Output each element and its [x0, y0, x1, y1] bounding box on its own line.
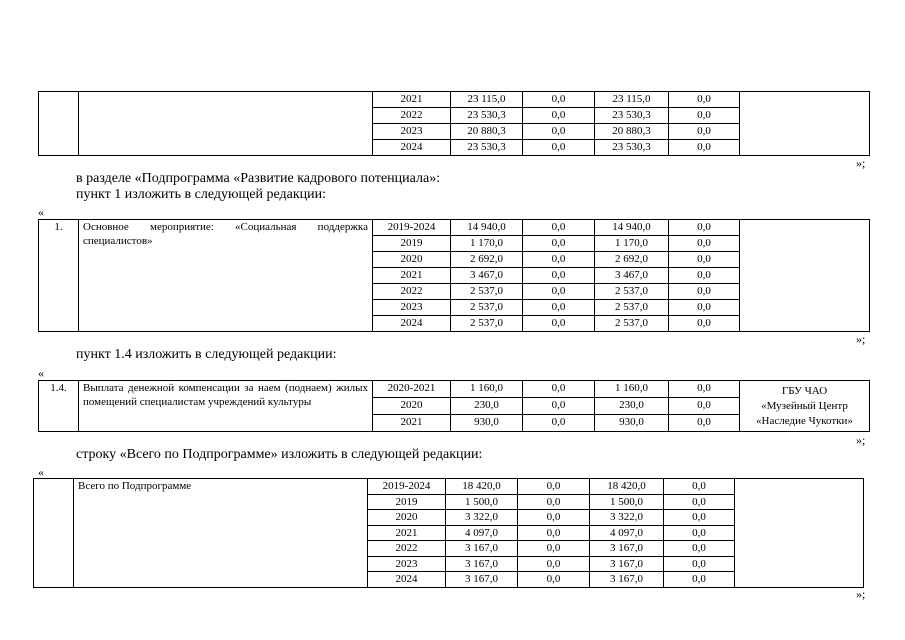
value-cell: 0,0: [669, 381, 740, 398]
value-cell: 0,0: [523, 124, 595, 140]
value-cell: 0,0: [523, 108, 595, 124]
value-cell: 0,0: [669, 220, 740, 236]
value-cell: 3 467,0: [595, 268, 669, 284]
value-cell: 2 537,0: [451, 316, 523, 332]
value-cell: 4 097,0: [590, 525, 664, 541]
value-cell: 14 940,0: [451, 220, 523, 236]
value-cell: 1 160,0: [595, 381, 669, 398]
period-cell: 2019: [373, 236, 451, 252]
value-cell: 3 167,0: [590, 556, 664, 572]
executor-cell: [740, 220, 870, 332]
period-cell: 2021: [368, 525, 446, 541]
item-number-cell: 1.4.: [39, 381, 79, 432]
paragraph-section-heading: в разделе «Подпрограмма «Развитие кадрового потенциала»:: [76, 171, 441, 186]
value-cell: 23 530,3: [595, 140, 669, 156]
value-cell: 0,0: [523, 252, 595, 268]
executor-cell: [735, 479, 864, 588]
paragraph-total-row: строку «Всего по Подпрограмме» изложить в следующей редакции:: [76, 447, 483, 462]
value-cell: 3 322,0: [590, 510, 664, 526]
value-cell: 0,0: [518, 510, 590, 526]
value-cell: 0,0: [664, 556, 735, 572]
paragraph-item-1-4: пункт 1.4 изложить в следующей редакции:: [76, 347, 337, 362]
period-cell: 2019: [368, 494, 446, 510]
value-cell: 0,0: [669, 236, 740, 252]
value-cell: 230,0: [451, 398, 523, 415]
value-cell: 23 530,3: [451, 108, 523, 124]
item-number-cell: 1.: [39, 220, 79, 332]
close-quote-3: »;: [856, 433, 866, 447]
value-cell: 3 167,0: [590, 541, 664, 557]
value-cell: 0,0: [518, 479, 590, 495]
value-cell: 1 500,0: [590, 494, 664, 510]
open-quote-1: «: [38, 205, 44, 219]
value-cell: 18 420,0: [590, 479, 664, 495]
value-cell: 230,0: [595, 398, 669, 415]
value-cell: 0,0: [664, 479, 735, 495]
value-cell: 3 167,0: [446, 572, 518, 588]
period-cell: 2022: [368, 541, 446, 557]
value-cell: 0,0: [523, 268, 595, 284]
executor-cell: [740, 381, 870, 432]
period-cell: 2022: [373, 284, 451, 300]
value-cell: 0,0: [669, 252, 740, 268]
value-cell: 2 537,0: [451, 284, 523, 300]
table-total: [33, 478, 864, 588]
period-cell: 2022: [373, 108, 451, 124]
period-cell: 2020: [373, 398, 451, 415]
paragraph-item-1: пункт 1 изложить в следующей редакции:: [76, 187, 326, 202]
value-cell: 930,0: [595, 415, 669, 432]
value-cell: 0,0: [669, 316, 740, 332]
value-cell: 0,0: [669, 108, 740, 124]
close-quote-1: »;: [856, 156, 866, 170]
value-cell: 0,0: [669, 415, 740, 432]
value-cell: 18 420,0: [446, 479, 518, 495]
value-cell: 4 097,0: [446, 525, 518, 541]
value-cell: 0,0: [523, 220, 595, 236]
executor-line: ГБУ ЧАО: [781, 385, 828, 397]
value-cell: 0,0: [669, 398, 740, 415]
value-cell: 0,0: [669, 92, 740, 108]
value-cell: 0,0: [523, 236, 595, 252]
executor-line: «Музейный Центр: [761, 400, 848, 412]
value-cell: 0,0: [664, 525, 735, 541]
item-number-cell: [34, 479, 74, 588]
table-row: [39, 381, 870, 398]
period-cell: 2020-2021: [373, 381, 451, 398]
period-cell: 2020: [373, 252, 451, 268]
table-item-1: [38, 219, 870, 332]
value-cell: 0,0: [518, 494, 590, 510]
value-cell: 2 537,0: [595, 316, 669, 332]
value-cell: 3 322,0: [446, 510, 518, 526]
value-cell: 1 500,0: [446, 494, 518, 510]
period-cell: 2023: [368, 556, 446, 572]
value-cell: 3 167,0: [446, 541, 518, 557]
value-cell: 2 692,0: [451, 252, 523, 268]
value-cell: 23 115,0: [595, 92, 669, 108]
value-cell: 2 537,0: [595, 300, 669, 316]
value-cell: 0,0: [518, 556, 590, 572]
value-cell: 1 170,0: [451, 236, 523, 252]
value-cell: 0,0: [523, 415, 595, 432]
period-cell: 2024: [373, 140, 451, 156]
value-cell: 1 170,0: [595, 236, 669, 252]
executor-line: «Наследие Чукотки»: [756, 415, 853, 427]
period-cell: 2021: [373, 415, 451, 432]
item-description-cell: Всего по Подпрограмме: [74, 479, 368, 588]
value-cell: 0,0: [664, 510, 735, 526]
period-cell: 2019-2024: [368, 479, 446, 495]
item-description-cell: Основное мероприятие: «Социальная поддержка специалистов»: [79, 220, 373, 332]
item-description-cell: Выплата денежной компенсации за наем (поднаем) жилых помещений специалистам учреждений культуры: [79, 381, 373, 432]
table-row: [39, 220, 870, 236]
open-quote-2: «: [38, 366, 44, 380]
period-cell: 2023: [373, 300, 451, 316]
value-cell: 0,0: [523, 300, 595, 316]
close-quote-2: »;: [856, 332, 866, 346]
value-cell: 0,0: [523, 140, 595, 156]
value-cell: 1 160,0: [451, 381, 523, 398]
period-cell: 2021: [373, 92, 451, 108]
item-number-cell: [39, 92, 79, 156]
value-cell: 0,0: [523, 381, 595, 398]
value-cell: 20 880,3: [451, 124, 523, 140]
value-cell: 0,0: [669, 140, 740, 156]
executor-cell: [740, 92, 870, 156]
value-cell: 0,0: [669, 284, 740, 300]
value-cell: 0,0: [669, 124, 740, 140]
table-row: [39, 92, 870, 108]
value-cell: 0,0: [523, 284, 595, 300]
period-cell: 2020: [368, 510, 446, 526]
period-cell: 2023: [373, 124, 451, 140]
value-cell: 23 115,0: [451, 92, 523, 108]
value-cell: 3 167,0: [446, 556, 518, 572]
value-cell: 23 530,3: [451, 140, 523, 156]
close-quote-4: »;: [856, 587, 866, 601]
value-cell: 0,0: [523, 316, 595, 332]
table-top: [38, 91, 870, 156]
value-cell: 0,0: [523, 398, 595, 415]
table-item-1-4: [38, 380, 870, 432]
value-cell: 3 467,0: [451, 268, 523, 284]
period-cell: 2021: [373, 268, 451, 284]
period-cell: 2019-2024: [373, 220, 451, 236]
value-cell: 0,0: [669, 300, 740, 316]
value-cell: 0,0: [518, 541, 590, 557]
value-cell: 0,0: [518, 525, 590, 541]
table-row: [34, 479, 864, 495]
value-cell: 2 537,0: [595, 284, 669, 300]
item-description-cell: [79, 92, 373, 156]
value-cell: 2 692,0: [595, 252, 669, 268]
period-cell: 2024: [373, 316, 451, 332]
value-cell: 0,0: [669, 268, 740, 284]
value-cell: 23 530,3: [595, 108, 669, 124]
value-cell: 0,0: [518, 572, 590, 588]
value-cell: 14 940,0: [595, 220, 669, 236]
value-cell: 930,0: [451, 415, 523, 432]
period-cell: 2024: [368, 572, 446, 588]
value-cell: 2 537,0: [451, 300, 523, 316]
value-cell: 0,0: [523, 92, 595, 108]
value-cell: 20 880,3: [595, 124, 669, 140]
value-cell: 0,0: [664, 541, 735, 557]
value-cell: 0,0: [664, 572, 735, 588]
value-cell: 3 167,0: [590, 572, 664, 588]
value-cell: 0,0: [664, 494, 735, 510]
open-quote-3: «: [38, 465, 44, 479]
